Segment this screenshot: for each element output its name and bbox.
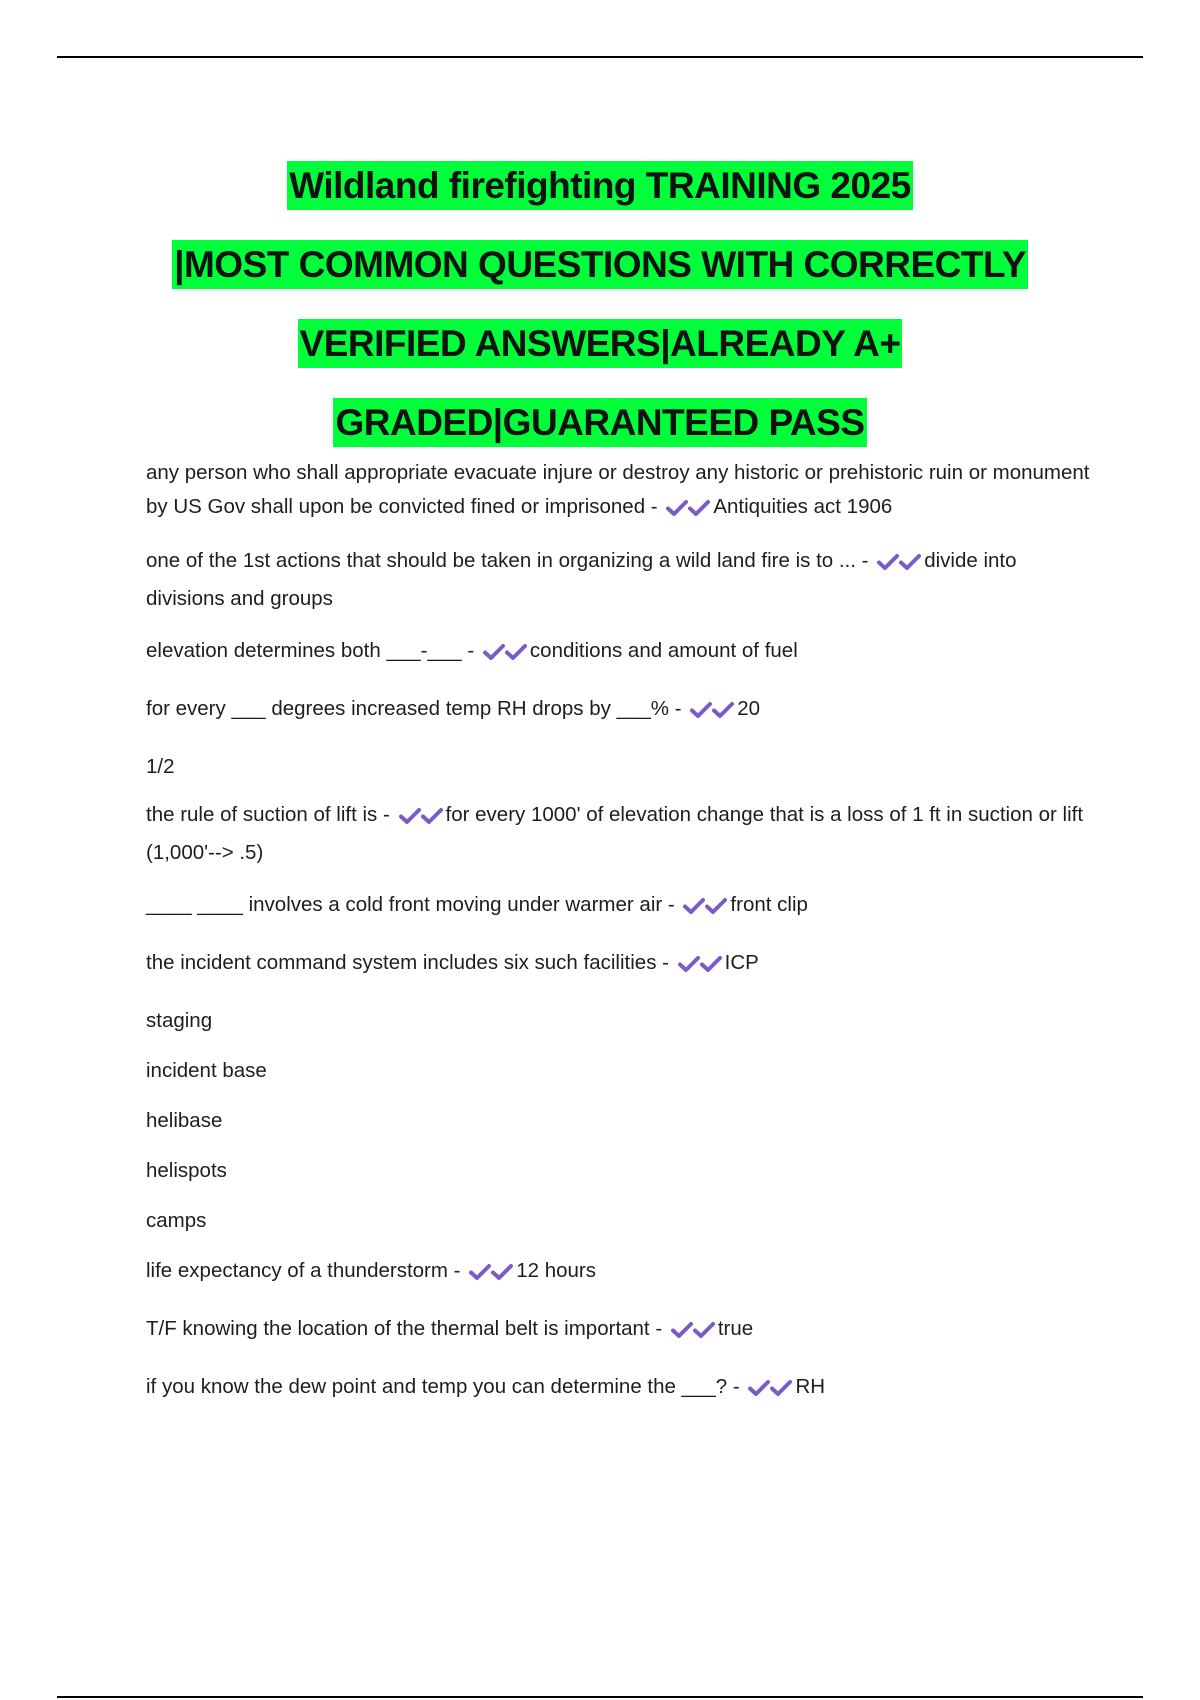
answer-text: 20	[737, 697, 761, 720]
answer-text: for every 1000' of elevation change that is a loss of 1 ft in suction or lift (1,000'--> .5)	[146, 803, 1084, 864]
question-text: the rule of suction of lift is -	[146, 803, 390, 826]
question-text: for every ___ degrees increased temp RH drops by ___% -	[146, 697, 682, 720]
question-text: elevation determines both ___-___ -	[146, 639, 475, 662]
bottom-rule	[57, 1696, 1143, 1698]
answer-text: divide into divisions and groups	[146, 549, 1017, 610]
list-item: helispots	[146, 1159, 227, 1182]
title-line-text: VERIFIED ANSWERS|ALREADY A+	[298, 319, 903, 368]
top-rule	[57, 56, 1143, 58]
document-title	[0, 146, 1200, 462]
list-item: helibase	[146, 1109, 223, 1132]
question-text: if you know the dew point and temp you can determine the ___? -	[146, 1375, 740, 1398]
title-line	[0, 146, 1200, 225]
list-item: 1/2	[146, 755, 175, 778]
answer-text: RH	[795, 1375, 826, 1398]
answer-text: true	[717, 1317, 754, 1340]
question-text: life expectancy of a thunderstorm -	[146, 1259, 461, 1282]
double-check-icon	[683, 890, 727, 928]
qa-item	[146, 798, 1096, 870]
double-check-icon	[678, 948, 722, 986]
title-line-text: GRADED|GUARANTEED PASS	[333, 398, 866, 447]
qa-item	[146, 456, 1096, 528]
qa-item	[146, 886, 1096, 928]
title-line-text: Wildland firefighting TRAINING 2025	[287, 161, 912, 210]
answer-text: 12 hours	[516, 1259, 596, 1282]
qa-item	[146, 544, 1096, 616]
qa-list	[146, 456, 1096, 1426]
question-text: T/F knowing the location of the thermal belt is important -	[146, 1317, 663, 1340]
double-check-icon	[483, 636, 527, 674]
double-check-icon	[690, 694, 734, 732]
qa-item	[146, 944, 1096, 986]
list-item: camps	[146, 1209, 207, 1232]
qa-item	[146, 690, 1096, 732]
double-check-icon	[666, 494, 710, 528]
title-line	[0, 225, 1200, 304]
question-text: the incident command system includes six such facilities -	[146, 951, 669, 974]
qa-item	[146, 1368, 1096, 1410]
answer-text: conditions and amount of fuel	[529, 639, 798, 662]
list-item: staging	[146, 1009, 213, 1032]
answer-text: Antiquities act 1906	[713, 495, 893, 518]
double-check-icon	[748, 1372, 792, 1410]
double-check-icon	[877, 548, 921, 582]
answer-text: ICP	[724, 951, 759, 974]
question-text: one of the 1st actions that should be taken in organizing a wild land fire is to ... -	[146, 549, 869, 572]
double-check-icon	[469, 1256, 513, 1294]
title-line-text: |MOST COMMON QUESTIONS WITH CORRECTLY	[172, 240, 1028, 289]
double-check-icon	[399, 802, 443, 836]
qa-item	[146, 1252, 1096, 1294]
title-line	[0, 383, 1200, 462]
list-item: incident base	[146, 1059, 267, 1082]
title-line	[0, 304, 1200, 383]
qa-item	[146, 1310, 1096, 1352]
qa-item	[146, 632, 1096, 674]
question-text: any person who shall appropriate evacuate injure or destroy any historic or prehistoric ruin or monument by US Gov shall upon be convicted fined or imprisoned -	[146, 461, 1090, 518]
question-text: ____ ____ involves a cold front moving under warmer air -	[146, 893, 675, 916]
double-check-icon	[671, 1314, 715, 1352]
answer-text: front clip	[730, 893, 808, 916]
